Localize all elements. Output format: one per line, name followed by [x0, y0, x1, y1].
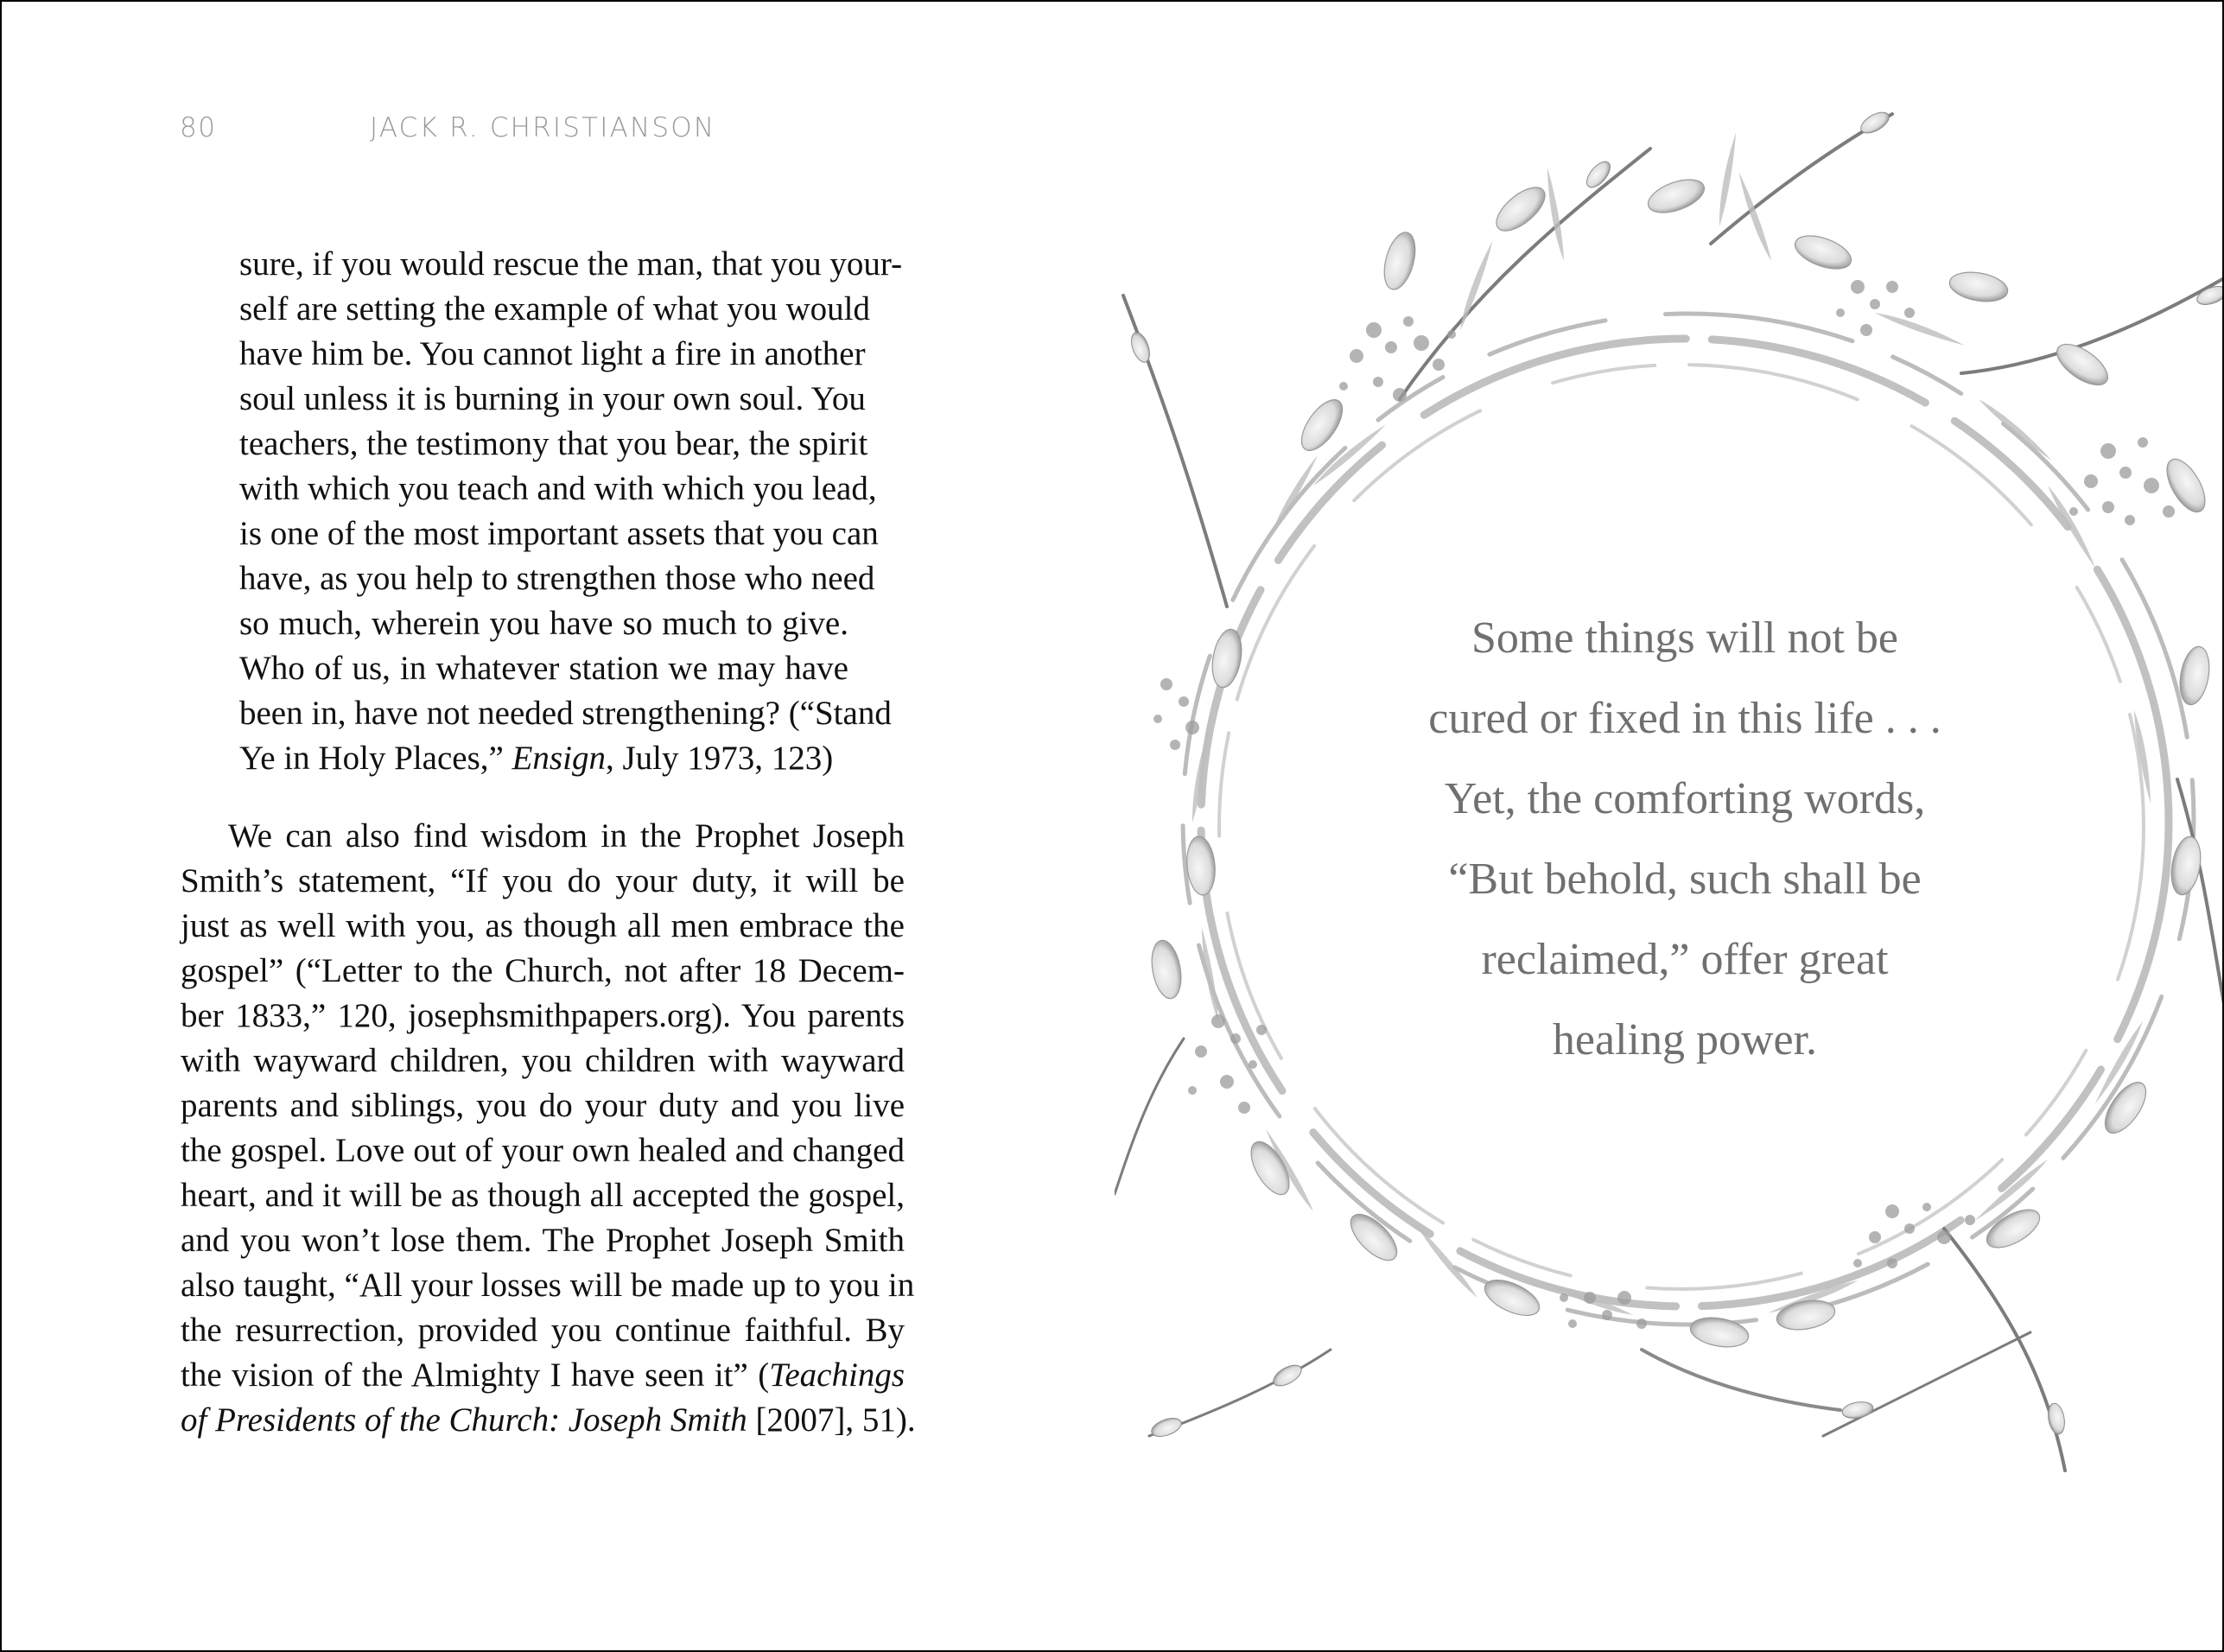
block-quote-line: Who of us, in whatever station we may have [239, 650, 848, 687]
citation-italic-title: Ensign [512, 740, 606, 777]
paragraph-line: Smith’s statement, “If you do your duty, it will be [181, 862, 905, 899]
right-page [1115, 2, 2224, 1650]
paragraph-line: We can also find wisdom in the Prophet Joseph [228, 817, 905, 855]
paragraph-line [181, 1353, 905, 1398]
left-page [2, 2, 1115, 1650]
paragraph-line: just as well with you, as though all men embrace the [181, 907, 905, 944]
running-head-author: JACK R. CHRISTIANSON [370, 112, 716, 143]
block-quote-citation-line [239, 736, 848, 781]
paragraph-line: the gospel. Love out of your own healed and changed [181, 1132, 905, 1169]
block-quote-line: have him be. You cannot light a fire in another [239, 335, 866, 372]
paragraph-line: also taught, “All your losses will be made up to you in [181, 1267, 915, 1304]
pull-quote-line: Yet, the comforting words, [1444, 774, 1926, 823]
paragraph-line [181, 1398, 916, 1443]
paragraph-text: the vision of the Almighty I have seen it” ( [181, 1357, 770, 1394]
pull-quote-line: healing power. [1552, 1015, 1818, 1064]
block-quote-line: have, as you help to strengthen those who need [239, 560, 875, 597]
block-quote-line: with which you teach and with which you lead, [239, 470, 877, 507]
block-quote-line: sure, if you would rescue the man, that you your- [239, 245, 903, 283]
pull-quote-line: cured or fixed in this life . . . [1428, 694, 1941, 743]
paragraph-line: and you won’t lose them. The Prophet Joseph Smith [181, 1222, 905, 1259]
paragraph-line: heart, and it will be as though all accepted the gospel, [181, 1177, 905, 1214]
pull-quote [1115, 598, 2224, 1080]
italic-book-title: Teachings [769, 1357, 905, 1394]
paragraph-line: ber 1833,” 120, josephsmithpapers.org). You parents [181, 997, 905, 1034]
paragraph-text: [2007], 51). [747, 1401, 916, 1439]
block-quote-line: been in, have not needed strengthening? (“Stand [239, 695, 892, 732]
block-quote-line: self are setting the example of what you would [239, 290, 870, 327]
page-number: 80 [180, 112, 217, 143]
paragraph-line: with wayward children, you children with wayward [181, 1042, 905, 1079]
block-quote-line: is one of the most important assets that you can [239, 515, 879, 552]
block-quote-line: so much, wherein you have so much to give. [239, 605, 848, 642]
pull-quote-line: reclaimed,” offer great [1481, 935, 1889, 984]
citation-text: Ye in Holy Places,” [239, 740, 512, 777]
paragraph-line: the resurrection, provided you continue faithful. By [181, 1312, 905, 1349]
block-quote-line: teachers, the testimony that you bear, the spirit [239, 425, 868, 462]
paragraph-line: gospel” (“Letter to the Church, not after 18 Decem- [181, 952, 905, 989]
pull-quote-line: “But behold, such shall be [1448, 855, 1922, 904]
pull-quote-line: Some things will not be [1471, 613, 1898, 663]
italic-book-title: of Presidents of the Church: Joseph Smith [181, 1401, 747, 1439]
paragraph-line: parents and siblings, you do your duty and you live [181, 1087, 905, 1124]
block-quote-line: soul unless it is burning in your own soul. You [239, 380, 866, 417]
citation-text: , July 1973, 123) [605, 740, 834, 777]
